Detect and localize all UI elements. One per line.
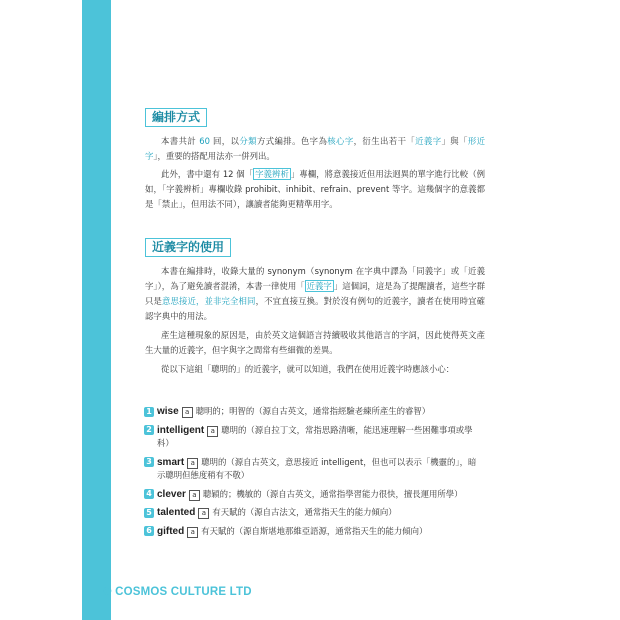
list-item <box>144 456 484 483</box>
list-number-badge: 2 <box>144 425 154 435</box>
headword: wise <box>157 406 179 417</box>
list-number-badge: 4 <box>144 489 154 499</box>
part-of-speech-badge: a <box>207 426 218 437</box>
list-item <box>144 424 484 451</box>
paragraph-reason: 產生這種現象的原因是，由於英文這個語言持續吸收其他語言的字詞，因此使得英文產生大量的近義字，但字與字之間常有些細微的差異。 <box>145 330 485 355</box>
part-of-speech-badge: a <box>198 508 209 519</box>
word-note: （源自古英文，通常指經驗老練所產生的睿智） <box>254 406 431 416</box>
list-number-badge: 3 <box>144 457 154 467</box>
headword: smart <box>157 456 185 468</box>
list-item <box>144 488 484 502</box>
part-of-speech-badge: a <box>182 407 193 418</box>
part-of-speech-badge: a <box>187 527 198 538</box>
word-sense: 有天賦的 <box>212 507 246 517</box>
word-sense: 聰明的；明智的 <box>195 406 255 416</box>
part-of-speech-badge: a <box>189 490 200 501</box>
word-note: （源自拉丁文，常指思路清晰，能迅速理解一些困難事項或學科） <box>157 424 473 448</box>
paragraph-intro: 本書共計 60 回，以分類方式編排。色字為核心字，衍生出若干「近義字」與「形近字」，重要的搭配用法亦一併列出。 <box>145 136 486 161</box>
word-sense: 有天賦的 <box>201 525 235 536</box>
sidebar-accent-bar <box>82 0 111 620</box>
section-heading-layout: 編排方式 <box>145 108 207 127</box>
list-number-badge: 6 <box>144 526 154 536</box>
paragraph-synonym-usage: 本書在編排時，收錄大量的 synonym（synonym 在字典中譯為「同義字」或「近義字」），為了避免讀者混淆，本書一律使用「 近義字 」這個詞，這是為了提醒讀者，這些字群只是意思接近，並非完全相同，不宜直接互換。對於沒有例句的近義字，讀者在使用時宜確認字典中的用法。 <box>145 266 486 321</box>
list-item <box>144 525 484 539</box>
list-number-badge: 1 <box>144 407 154 417</box>
footer-brand: © COSMOS CULTURE LTD <box>103 586 252 598</box>
paragraph-word-analysis: 此外，書中還有 12 個「 字義辨析 」專欄，將意義接近但用法迥異的單字進行比較（例如，「字義辨析」專欄收錄 prohibit、inhibit、refrain、prevent 等字。這幾個字的意義都是「禁止」，但用法不同），讓讀者能夠更精準用字。 <box>145 169 486 209</box>
headword: intelligent <box>157 424 205 436</box>
word-sense: 聰明的 <box>221 424 247 435</box>
word-sense: 聰明的 <box>201 456 227 467</box>
word-note: （源自古英文，通常指學習能力很快，擅長運用所學） <box>261 488 463 499</box>
headword: clever <box>157 488 186 500</box>
synonym-word-list <box>144 405 484 543</box>
headword: gifted <box>157 525 185 537</box>
part-of-speech-badge: a <box>187 458 198 469</box>
list-item <box>144 405 484 419</box>
word-note: （源自斯堪地那維亞語源，通常指天生的能力傾向） <box>234 525 428 536</box>
list-item <box>144 506 484 520</box>
section-heading-synonyms: 近義字的使用 <box>145 238 231 257</box>
word-note: （源自古英文，意思接近 intelligent，但也可以表示「機靈的」，暗示聰明但態度稍有不敬） <box>157 456 477 480</box>
word-note: （源自古法文，通常指天生的能力傾向） <box>245 507 397 517</box>
list-number-badge: 5 <box>144 508 154 518</box>
paragraph-example-intro: 從以下這組「聰明的」的近義字，就可以知道，我們在使用近義字時應該小心： <box>161 364 455 374</box>
headword: talented <box>157 507 196 518</box>
word-sense: 聰穎的；機敏的 <box>202 488 262 499</box>
